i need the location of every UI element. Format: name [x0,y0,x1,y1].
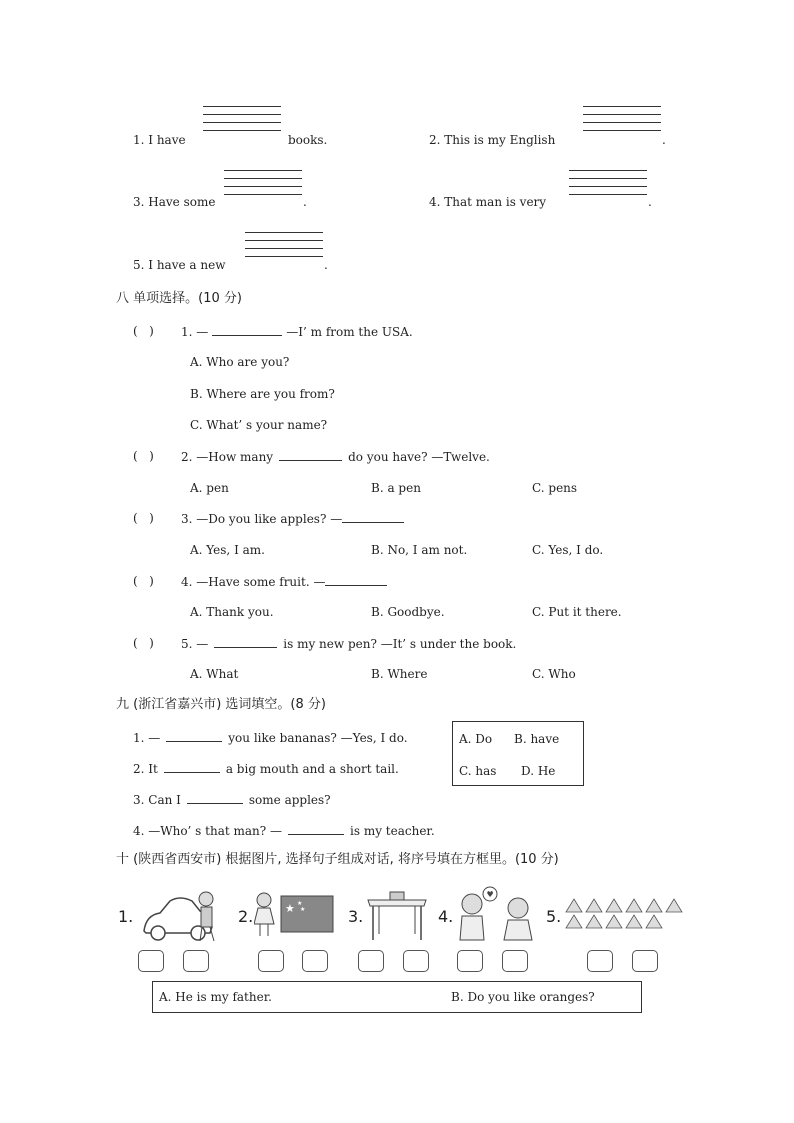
part8-title: 八 单项选择。(10 分) [116,291,242,306]
option-c: C. Put it there. [532,605,622,619]
answer-paren[interactable]: ( ) [133,324,154,338]
p7-q2-pre: 2. This is my English [429,133,556,147]
four-line-grid[interactable] [583,106,661,131]
boy-and-girl-icon [458,884,536,944]
answer-box[interactable] [632,950,658,972]
answer-box[interactable] [138,950,164,972]
sentence-option-a: A. He is my father. [159,990,272,1004]
p7-q4-pre: 4. That man is very [429,195,547,209]
sentence-option-b: B. Do you like oranges? [451,990,595,1004]
option-c: C. Yes, I do. [532,543,604,557]
kites-icon [564,895,692,931]
option-b: B. a pen [371,481,421,495]
q-stem: 2. It a big mouth and a short tail. [133,762,399,776]
svg-text:♥: ♥ [486,890,494,899]
option-a: A. Who are you? [190,355,290,369]
p7-q4-post: . [648,195,652,209]
four-line-grid[interactable] [245,232,323,257]
answer-box[interactable] [258,950,284,972]
q-stem: 4. —Who’ s that man? — is my teacher. [133,824,435,838]
option-a: A. Yes, I am. [190,543,265,557]
svg-text:★: ★ [300,906,306,913]
car-and-man-icon [140,887,220,945]
word-option-d: D. He [521,764,556,778]
q-stem: 3. —Do you like apples? — [181,511,404,526]
p7-q2-post: . [662,133,666,147]
word-option-a: A. Do [459,732,493,746]
option-c: C. Who [532,667,576,681]
picture-number: 4. [438,907,454,926]
option-c: C. pens [532,481,578,495]
answer-paren[interactable]: ( ) [133,574,154,588]
option-c: C. What’ s your name? [190,418,328,432]
q-stem: 1. — —I’ m from the USA. [181,325,413,339]
answer-box[interactable] [183,950,209,972]
word-option-c: C. has [459,764,497,778]
picture-number: 2. [238,907,254,926]
answer-box[interactable] [302,950,328,972]
p7-q1-pre: 1. I have [133,133,186,147]
option-a: A. What [190,667,239,681]
part9-title: 九 (浙江省嘉兴市) 选词填空。(8 分) [116,697,326,712]
option-b: B. No, I am not. [371,543,468,557]
option-b: B. Where [371,667,428,681]
word-option-b: B. have [514,732,560,746]
q-stem: 2. —How many do you have? —Twelve. [181,450,490,464]
answer-paren[interactable]: ( ) [133,511,154,525]
p7-q5-pre: 5. I have a new [133,258,226,272]
answer-paren[interactable]: ( ) [133,636,154,650]
svg-text:★: ★ [285,902,295,915]
svg-text:★: ★ [297,900,303,907]
option-b: B. Goodbye. [371,605,445,619]
part10-title: 十 (陕西省西安市) 根据图片, 选择句子组成对话, 将序号填在方框里。(10 分) [116,852,559,867]
option-a: A. pen [190,481,229,495]
q-stem: 3. Can I some apples? [133,793,331,807]
girl-and-flag-icon [254,890,334,938]
p7-q5-post: . [324,258,328,272]
picture-number: 1. [118,907,134,926]
option-b: B. Where are you from? [190,387,335,401]
four-line-grid[interactable] [224,170,302,195]
four-line-grid[interactable] [203,106,281,131]
answer-box[interactable] [358,950,384,972]
q-stem: 5. — is my new pen? —It’ s under the book. [181,637,517,651]
q-stem: 4. —Have some fruit. — [181,574,387,589]
picture-number: 3. [348,907,364,926]
answer-paren[interactable]: ( ) [133,449,154,463]
p7-q1-post: books. [288,133,328,147]
q-stem: 1. — you like bananas? —Yes, I do. [133,731,408,745]
answer-box[interactable] [502,950,528,972]
answer-box[interactable] [403,950,429,972]
table-icon [364,886,430,942]
answer-box[interactable] [457,950,483,972]
four-line-grid[interactable] [569,170,647,195]
picture-number: 5. [546,907,562,926]
p7-q3-pre: 3. Have some [133,195,216,209]
p7-q3-post: . [303,195,307,209]
option-a: A. Thank you. [190,605,274,619]
answer-box[interactable] [587,950,613,972]
